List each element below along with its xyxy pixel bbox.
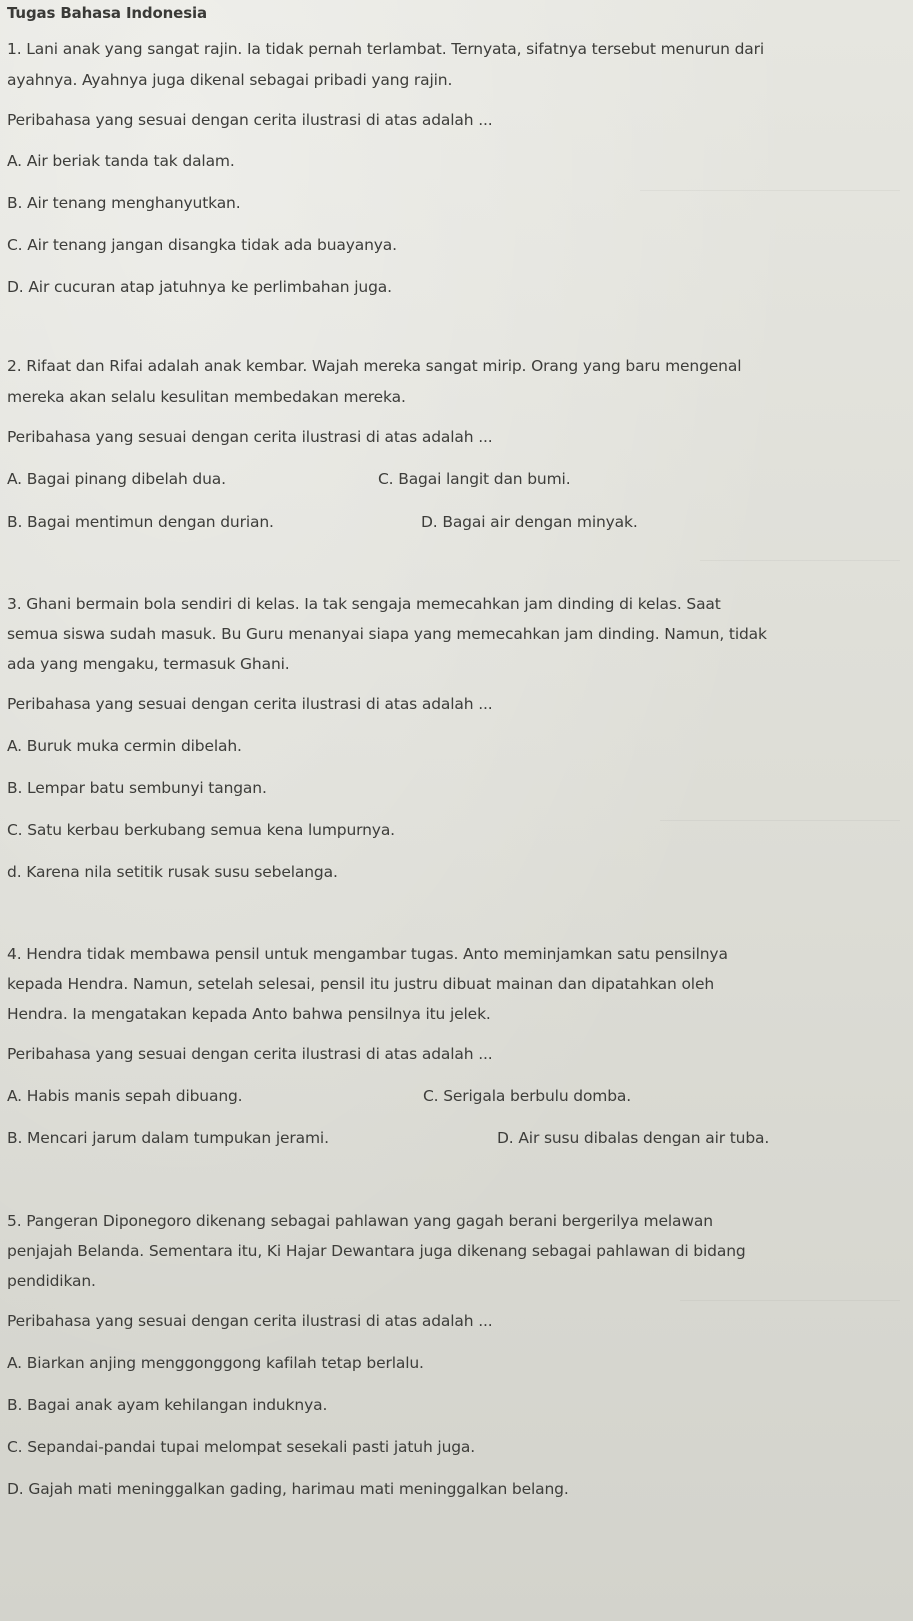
question-prompt: Peribahasa yang sesuai dengan cerita ilustrasi di atas adalah ... (7, 111, 493, 129)
question-text-line: penjajah Belanda. Sementara itu, Ki Hajar Dewantara juga dikenang sebagai pahlawan di bidang (7, 1242, 746, 1260)
option-b: B. Air tenang menghanyutkan. (7, 194, 241, 212)
question-text-line: 1. Lani anak yang sangat rajin. Ia tidak pernah terlambat. Ternyata, sifatnya tersebut menurun dari (7, 40, 765, 58)
option-c: C. Satu kerbau berkubang semua kena lumpurnya. (7, 821, 395, 839)
option-d: D. Air susu dibalas dengan air tuba. (497, 1129, 770, 1147)
option-b: B. Lempar batu sembunyi tangan. (7, 779, 267, 797)
question-text-line: mereka akan selalu kesulitan membedakan mereka. (7, 388, 406, 406)
option-c: C. Sepandai-pandai tupai melompat sesekali pasti jatuh juga. (7, 1438, 476, 1456)
option-b: B. Bagai anak ayam kehilangan induknya. (7, 1396, 328, 1414)
question-text-line: 5. Pangeran Diponegoro dikenang sebagai pahlawan yang gagah berani bergerilya melawan (7, 1212, 713, 1230)
question-text-line: pendidikan. (7, 1272, 96, 1290)
question-prompt: Peribahasa yang sesuai dengan cerita ilustrasi di atas adalah ... (7, 1045, 493, 1063)
option-a: A. Air beriak tanda tak dalam. (7, 152, 235, 170)
question-text-line: 3. Ghani bermain bola sendiri di kelas. Ia tak sengaja memecahkan jam dinding di kelas. Saat (7, 595, 721, 613)
option-d: D. Bagai air dengan minyak. (421, 513, 638, 531)
option-c: C. Bagai langit dan bumi. (378, 470, 571, 488)
option-b: B. Bagai mentimun dengan durian. (7, 513, 274, 531)
question-text-line: ayahnya. Ayahnya juga dikenal sebagai pribadi yang rajin. (7, 71, 453, 89)
option-b: B. Mencari jarum dalam tumpukan jerami. (7, 1129, 329, 1147)
option-a: A. Buruk muka cermin dibelah. (7, 737, 242, 755)
option-d: d. Karena nila setitik rusak susu sebelanga. (7, 863, 338, 881)
question-text-line: kepada Hendra. Namun, setelah selesai, pensil itu justru dibuat mainan dan dipatahkan oleh (7, 975, 715, 993)
option-a: A. Biarkan anjing menggonggong kafilah tetap berlalu. (7, 1354, 424, 1372)
option-d: D. Gajah mati meninggalkan gading, harimau mati meninggalkan belang. (7, 1480, 569, 1498)
question-prompt: Peribahasa yang sesuai dengan cerita ilustrasi di atas adalah ... (7, 695, 493, 713)
question-text-line: 2. Rifaat dan Rifai adalah anak kembar. Wajah mereka sangat mirip. Orang yang baru mengenal (7, 357, 742, 375)
paper-texture (660, 820, 900, 821)
question-prompt: Peribahasa yang sesuai dengan cerita ilustrasi di atas adalah ... (7, 428, 493, 446)
question-text-line: 4. Hendra tidak membawa pensil untuk mengambar tugas. Anto meminjamkan satu pensilnya (7, 945, 728, 963)
option-c: C. Serigala berbulu domba. (423, 1087, 632, 1105)
question-text-line: Hendra. Ia mengatakan kepada Anto bahwa pensilnya itu jelek. (7, 1005, 491, 1023)
page-title: Tugas Bahasa Indonesia (7, 4, 207, 22)
option-a: A. Habis manis sepah dibuang. (7, 1087, 243, 1105)
option-d: D. Air cucuran atap jatuhnya ke perlimbahan juga. (7, 278, 392, 296)
option-a: A. Bagai pinang dibelah dua. (7, 470, 226, 488)
question-text-line: semua siswa sudah masuk. Bu Guru menanyai siapa yang memecahkan jam dinding. Namun, tidak (7, 625, 767, 643)
paper-texture (680, 1300, 900, 1301)
option-c: C. Air tenang jangan disangka tidak ada buayanya. (7, 236, 397, 254)
question-text-line: ada yang mengaku, termasuk Ghani. (7, 655, 290, 673)
paper-texture (640, 190, 900, 191)
paper-texture (700, 560, 900, 561)
question-prompt: Peribahasa yang sesuai dengan cerita ilustrasi di atas adalah ... (7, 1312, 493, 1330)
